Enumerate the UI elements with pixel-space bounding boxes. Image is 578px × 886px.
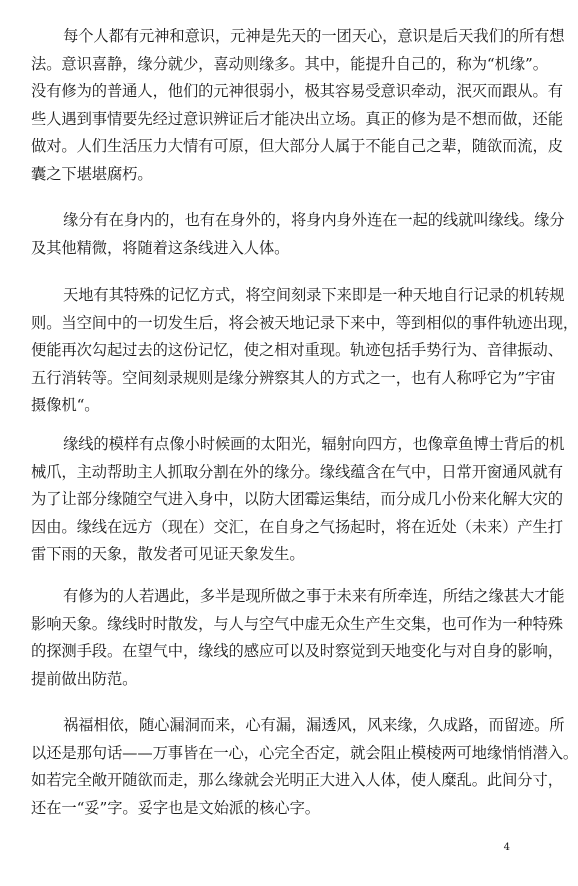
text-line: 些人遇到事情要先经过意识辨证后才能决出立场。真正的修为是不想而做，还能 — [31, 109, 563, 128]
text-line: 则。当空间中的一切发生后，将会被天地记录下来中，等到相似的事件轨迹出现， — [31, 313, 578, 332]
paragraph-1 — [31, 23, 565, 189]
text-line: 天地有其特殊的记忆方式，将空间刻录下来即是一种天地自行记录的机转规 — [63, 286, 565, 304]
paragraph-4 — [31, 431, 565, 569]
text-line: 没有修为的普通人，他们的元神很弱小，极其容易受意识牵动，泯灭而跟从。有 — [31, 82, 563, 101]
page-number: 4 — [503, 842, 510, 853]
paragraph-5 — [31, 583, 565, 693]
paragraph-6 — [31, 712, 578, 822]
paragraph-3 — [31, 282, 578, 420]
text-line: 及其他精微，将随着这条线进入人体。 — [31, 238, 290, 257]
text-line: 法。意识喜静，缘分就少，喜动则缘多。其中，能提升自己的，称为“机缘”。 — [31, 54, 548, 73]
text-line: 的探测手段。在望气中，缘线的感应可以及时察觉到天地变化与对自身的影响， — [31, 642, 563, 661]
text-line: 提前做出防范。 — [31, 669, 138, 688]
text-line: 便能再次勾起过去的这份记忆，使之相对重现。轨迹包括手势行为、音律振动、 — [31, 341, 563, 360]
text-line: 雷下雨的天象，散发者可见证天象发生。 — [31, 545, 305, 564]
text-line: 以还是那句话——万事皆在一心，心完全否定，就会阻止模棱两可地缘悄悄潜入。 — [31, 743, 578, 762]
text-line: 祸福相依，随心漏洞而来，心有漏，漏透风，风来缘，久成路，而留迹。所 — [63, 716, 565, 734]
text-line: 五行消转等。空间刻录规则是缘分辨察其人的方式之一，也有人称呼它为”宇宙 — [31, 368, 556, 387]
text-line: 做对。人们生活压力大情有可原，但大部分人属于不能自己之辈，随欲而流，皮 — [31, 137, 563, 156]
text-line: 囊之下堪堪腐朽。 — [31, 164, 153, 183]
paragraph-2 — [31, 207, 565, 262]
text-line: 如若完全敞开随欲而走，那么缘就会光明正大进入人体，使人糜乱。此间分寸， — [31, 771, 563, 790]
text-line: 每个人都有元神和意识，元神是先天的一团天心，意识是后天我们的所有想 — [63, 27, 565, 45]
text-line: 缘线的模样有点像小时候画的太阳光，辐射向四方，也像章鱼博士背后的机 — [63, 435, 565, 453]
text-line: 为了让部分缘随空气进入身中，以防大团霉运集结，而分成几小份来化解大灾的 — [31, 490, 563, 509]
text-line: 械爪，主动帮助主人抓取分割在外的缘分。缘线蕴含在气中，日常开窗通风就有 — [31, 462, 563, 481]
text-line: 摄像机“。 — [31, 396, 100, 415]
text-line: 还在一“妥”字。妥字也是文始派的核心字。 — [31, 798, 320, 817]
text-line: 缘分有在身内的，也有在身外的，将身内身外连在一起的线就叫缘线。缘分 — [63, 211, 565, 229]
text-line: 影响天象。缘线时时散发，与人与空气中虚无众生产生交集，也可作为一种特殊 — [31, 614, 563, 633]
text-line: 因由。缘线在远方（现在）交汇，在自身之气扬起时，将在近处（未来）产生打 — [31, 517, 563, 536]
text-line: 有修为的人若遇此，多半是现所做之事于未来有所牵连，所结之缘甚大才能 — [63, 587, 565, 605]
